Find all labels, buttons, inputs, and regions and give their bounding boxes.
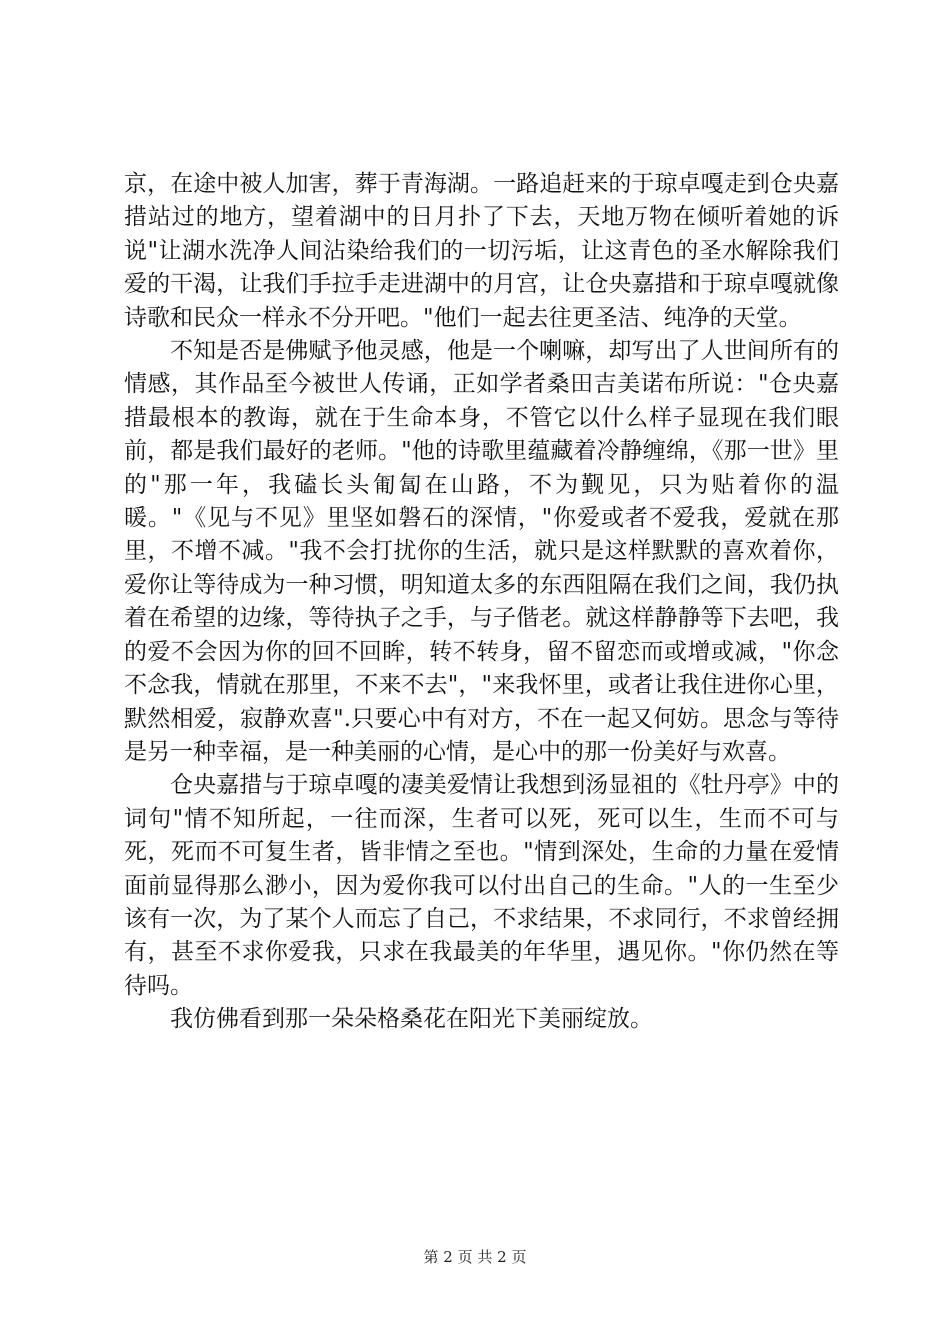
page-footer: 第 2 页 共 2 页 — [423, 1248, 527, 1266]
paragraph-continued: 京，在途中被人加害，葬于青海湖。一路追赶来的于琼卓嘎走到仓央嘉措站过的地方，望着湖中的日月扑了下去，天地万物在倾听着她的诉说"让湖水洗净人间沾染给我们的一切污垢，让这青色的圣水解除我们爱的干渴，让我们手拉手走进湖中的月宫，让仓央嘉措和于琼卓嘎就像诗歌和民众一样永不分开吧。"他们一起去往更圣洁、纯净的天堂。 — [124, 171, 839, 331]
paragraph-poetry: 不知是否是佛赋予他灵感，他是一个喇嘛，却写出了人世间所有的情感，其作品至今被世人传诵，正如学者桑田吉美诺布所说："仓央嘉措最根本的教诲，就在于生命本身，不管它以什么样子显现在我们眼前，都是我们最好的老师。"他的诗歌里蕴藏着冷静缠绵，《那一世》里的"那一年，我磕长头匍匐在山路，不为觐见，只为贴着你的温暖。"《见与不见》里坚如磐石的深情，"你爱或者不爱我，爱就在那里，不增不减。"我不会打扰你的生活，就只是这样默默的喜欢着你，爱你让等待成为一种习惯，明知道太多的东西阻隔在我们之间，我仍执着在希望的边缘，等待执子之手，与子偕老。就这样静静等下去吧，我的爱不会因为你的回不回眸，转不转身，留不留恋而或增或减，"你念不念我，情就在那里，不来不去"，"来我怀里，或者让我住进你心里，默然相爱，寂静欢喜".只要心中有对方，不在一起又何妨。思念与等待是另一种幸福，是一种美丽的心情，是心中的那一份美好与欢喜。 — [124, 338, 839, 765]
document-body — [124, 168, 839, 1037]
paragraph-peony-pavilion: 仓央嘉措与于琼卓嘎的凄美爱情让我想到汤显祖的《牡丹亭》中的词句"情不知所起，一往而深，生者可以死，死可以生，生而不可与死，死而不可复生者，皆非情之至也。"情到深处，生命的力量在爱情面前显得那么渺小，因为爱你我可以付出自己的生命。"人的一生至少该有一次，为了某个人而忘了自己，不求结果，不求同行，不求曾经拥有，甚至不求你爱我，只求在我最美的年华里，遇见你。"你仍然在等待吗。 — [124, 772, 839, 999]
paragraph-closing: 我仿佛看到那一朵朵格桑花在阳光下美丽绽放。 — [170, 1006, 653, 1033]
